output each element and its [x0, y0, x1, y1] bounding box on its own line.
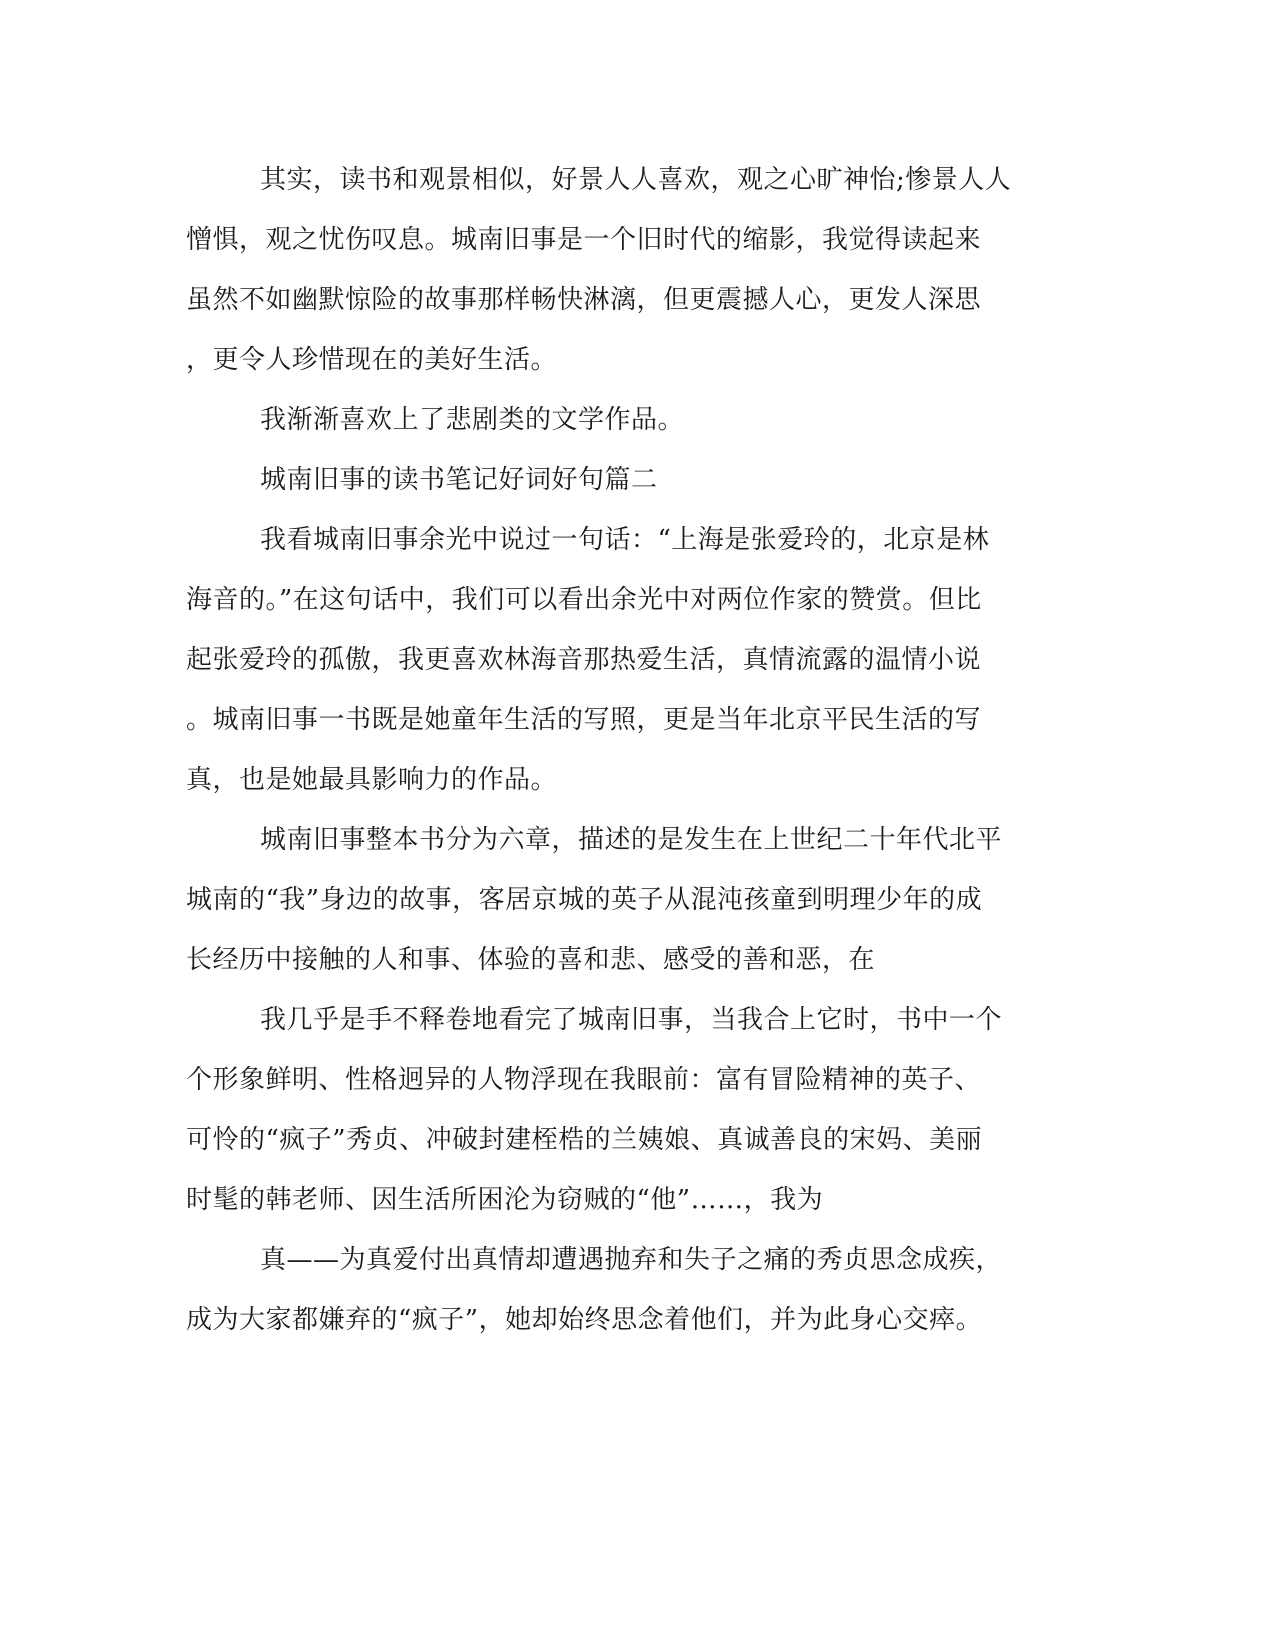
- paragraph-4-line-1: 城南旧事整本书分为六章，描述的是发生在上世纪二十年代北平: [260, 825, 1003, 855]
- paragraph-5-line-1: 我几乎是手不释卷地看完了城南旧事，当我合上它时，书中一个: [260, 1005, 1003, 1035]
- paragraph-3-line-1: 我看城南旧事余光中说过一句话：“上海是张爱玲的，北京是林: [260, 525, 990, 555]
- paragraph-5-line-3: 可怜的“疯子”秀贞、冲破封建桎梏的兰姨娘、真诚善良的宋妈、美丽: [186, 1125, 983, 1155]
- paragraph-4-line-2: 城南的“我”身边的故事，客居京城的英子从混沌孩童到明理少年的成: [186, 885, 983, 915]
- document-body: [186, 150, 1074, 1350]
- paragraph-6-line-2: 成为大家都嫌弃的“疯子”，她却始终思念着他们，并为此身心交瘁。: [186, 1305, 983, 1335]
- paragraph-1-line-3: 虽然不如幽默惊险的故事那样畅快淋漓，但更震撼人心，更发人深思: [186, 285, 982, 315]
- paragraph-2: 我渐渐喜欢上了悲剧类的文学作品。: [260, 405, 685, 435]
- paragraph-1-line-1: 其实，读书和观景相似，好景人人喜欢，观之心旷神怡;惨景人人: [260, 165, 1012, 195]
- paragraph-3-line-5: 真，也是她最具影响力的作品。: [186, 765, 558, 795]
- paragraph-6-line-1: 真——为真爱付出真情却遭遇抛弃和失子之痛的秀贞思念成疾，: [260, 1245, 1003, 1275]
- paragraph-3-line-3: 起张爱玲的孤傲，我更喜欢林海音那热爱生活，真情流露的温情小说: [186, 645, 982, 675]
- paragraph-3-line-2: 海音的。”在这句话中，我们可以看出余光中对两位作家的赞赏。但比: [186, 585, 982, 615]
- section-heading: 城南旧事的读书笔记好词好句篇二: [260, 465, 658, 495]
- paragraph-5-line-2: 个形象鲜明、性格迥异的人物浮现在我眼前：富有冒险精神的英子、: [186, 1065, 982, 1095]
- paragraph-3-line-4: 。城南旧事一书既是她童年生活的写照，更是当年北京平民生活的写: [186, 705, 982, 735]
- paragraph-1-line-4: ，更令人珍惜现在的美好生活。: [186, 345, 558, 375]
- paragraph-1-line-2: 憎惧，观之忧伤叹息。城南旧事是一个旧时代的缩影，我觉得读起来: [186, 225, 982, 255]
- paragraph-4-line-3: 长经历中接触的人和事、体验的喜和悲、感受的善和恶，在: [186, 945, 876, 975]
- paragraph-5-line-4: 时髦的韩老师、因生活所困沦为窃贼的“他”……，我为: [186, 1185, 824, 1215]
